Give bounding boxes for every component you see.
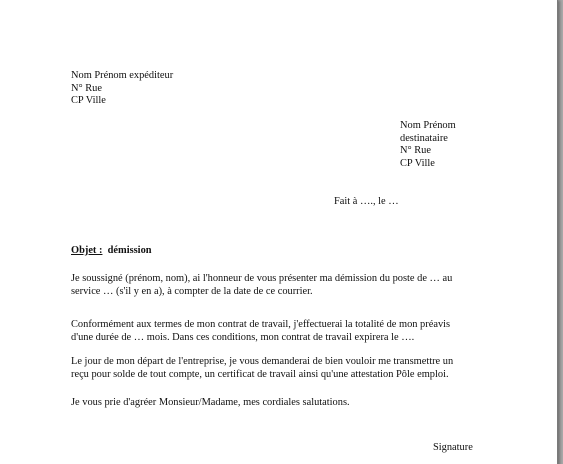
paragraph-notice — [71, 319, 501, 344]
sender-street: N° Rue — [71, 82, 102, 94]
paragraph-line: Je vous prie d'agréer Monsieur/Madame, mes cordiales salutations. — [71, 397, 350, 408]
recipient-name: Nom Prénom — [400, 120, 456, 131]
place-date-line: Fait à …., le … — [334, 196, 399, 207]
recipient-address — [400, 120, 456, 170]
paragraph-closing — [71, 397, 501, 410]
recipient-label: destinataire — [400, 132, 448, 144]
sender-city: CP Ville — [71, 95, 106, 107]
signature-label: Signature — [433, 442, 473, 453]
recipient-street: N° Rue — [400, 145, 431, 157]
paragraph-line: d'une durée de … mois. Dans ces conditions, mon contrat de travail expirera le …. — [71, 331, 415, 343]
recipient-city: CP Ville — [400, 157, 435, 169]
subject-line — [71, 245, 152, 258]
paragraph-line: Je soussigné (prénom, nom), ai l'honneur de vous présenter ma démission du poste de … au — [71, 273, 453, 284]
paragraph-line: Le jour de mon départ de l'entreprise, je vous demanderai de bien vouloir me transmettre un — [71, 356, 454, 367]
subject-value: démission — [107, 245, 152, 256]
paragraph-documents — [71, 356, 501, 381]
sender-name: Nom Prénom expéditeur — [71, 70, 174, 81]
paragraph-line: reçu pour solde de tout compte, un certificat de travail ainsi qu'une attestation Pôle emploi. — [71, 368, 449, 380]
sender-address — [71, 70, 173, 108]
paragraph-line: service … (s'il y en a), à compter de la date de ce courrier. — [71, 285, 313, 297]
paragraph-line: Conformément aux termes de mon contrat de travail, j'effectuerai la totalité de mon préavis — [71, 319, 451, 330]
subject-label: Objet : — [71, 245, 103, 256]
paragraph-resignation — [71, 273, 501, 298]
